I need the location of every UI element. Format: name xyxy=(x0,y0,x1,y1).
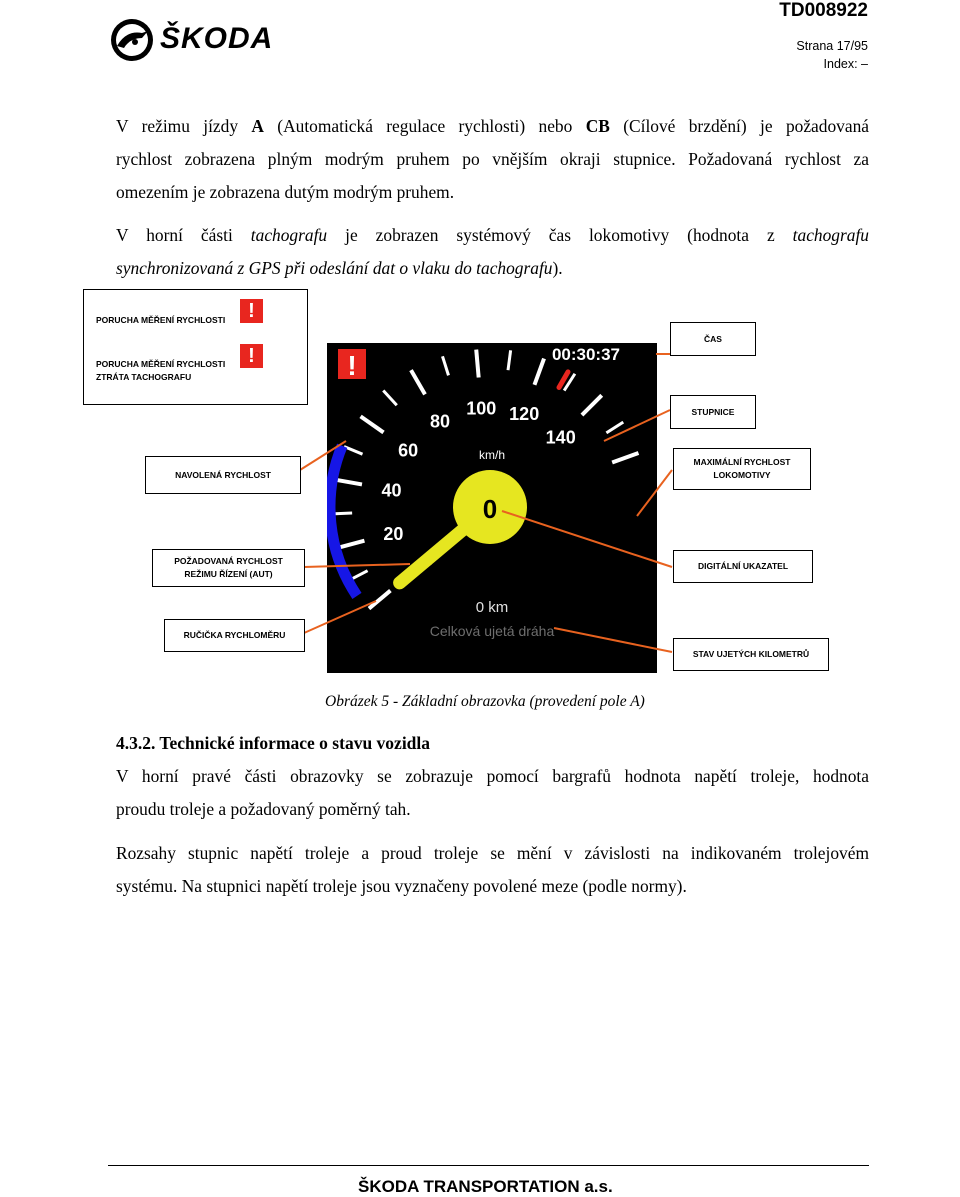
paragraph-scale-ranges xyxy=(116,837,869,903)
gauge-tick-label: 20 xyxy=(383,523,404,544)
speed-unit: km/h xyxy=(478,448,506,462)
gauge-tick-label: 60 xyxy=(398,440,419,461)
warning-exclamation-icon: ! xyxy=(240,344,263,368)
gauge-tick xyxy=(476,350,478,378)
warning-box xyxy=(83,289,308,405)
paragraph-line: rychlost zobrazena plným modrým pruhem po vnějším okraji stupnice. Požadovaná rychlost za xyxy=(116,149,869,169)
footer-company: ŠKODA TRANSPORTATION a.s. xyxy=(358,1177,613,1196)
paragraph-line: V režimu jízdy A (Automatická regulace rychlosti) nebo CB (Cílové brzdění) je požadovaná xyxy=(116,116,869,136)
callout-maximalni-rychlost: MAXIMÁLNÍ RYCHLOST LOKOMOTIVY xyxy=(673,448,811,490)
warning-speed-tacho-label: PORUCHA MĚŘENÍ RYCHLOSTI ZTRÁTA TACHOGRAFU xyxy=(96,359,226,382)
paragraph-line: omezením je zobrazena dutým modrým pruhem. xyxy=(116,182,455,202)
paragraph-line: systému. Na stupnici napětí troleje jsou vyznačeny povolené meze (podle normy). xyxy=(116,876,687,896)
speedometer-display xyxy=(327,343,657,673)
odometer-value: 0 km xyxy=(475,599,509,616)
paragraph-line: synchronizovaná z GPS při odeslání dat o vlaku do tachografu). xyxy=(116,258,563,278)
paragraph-line: proudu troleje a požadovaný poměrný tah. xyxy=(116,799,411,819)
odometer-label: Celková ujetá dráha xyxy=(429,623,555,639)
gauge-tick-label: 80 xyxy=(429,411,451,432)
tacho-warning-mark: ! xyxy=(347,350,357,381)
index-label: Index: – xyxy=(823,57,868,71)
callout-navolena-rychlost: NAVOLENÁ RYCHLOST xyxy=(145,456,301,494)
callout-stupnice: STUPNICE xyxy=(670,395,756,429)
gauge-tick-label: 120 xyxy=(509,404,540,425)
warning-speed-fault-label: PORUCHA MĚŘENÍ RYCHLOSTI xyxy=(96,315,226,325)
callout-pozadovana-rychlost: POŽADOVANÁ RYCHLOST REŽIMU ŘÍZENÍ (AUT) xyxy=(152,549,305,587)
paragraph-line: V horní části tachografu je zobrazen systémový čas lokomotivy (hodnota z tachografu xyxy=(116,225,869,245)
footer-rule xyxy=(108,1165,869,1166)
page-number: Strana 17/95 xyxy=(796,39,868,53)
callout-digitalni-ukazatel: DIGITÁLNÍ UKAZATEL xyxy=(673,550,813,583)
callout-cas: ČAS xyxy=(670,322,756,356)
paragraph-vehicle-info xyxy=(116,760,869,826)
gauge-tick-label: 100 xyxy=(466,398,497,419)
system-time: 00:30:37 xyxy=(551,345,620,364)
paragraph-line: V horní pravé části obrazovky se zobrazuje pomocí bargrafů hodnota napětí troleje, hodnota xyxy=(116,766,869,786)
paragraph-line: Rozsahy stupnic napětí troleje a proud troleje se mění v závislosti na indikovaném trolejovém xyxy=(116,843,869,863)
callout-stav-kilometru: STAV UJETÝCH KILOMETRŮ xyxy=(673,638,829,671)
document-code: TD008922 xyxy=(779,0,868,21)
brand-wordmark: ŠKODA xyxy=(160,22,274,55)
warning-exclamation-icon: ! xyxy=(240,299,263,323)
gauge-tick-label: 140 xyxy=(545,427,576,448)
figure-caption: Obrázek 5 - Základní obrazovka (provedení pole A) xyxy=(325,693,645,710)
callout-rucicka-rychlomeru: RUČIČKA RYCHLOMĚRU xyxy=(164,619,305,652)
gauge-tick-label: 40 xyxy=(381,480,402,501)
section-heading: 4.3.2. Technické informace o stavu vozidla xyxy=(116,733,431,753)
digital-speed: 0 xyxy=(482,494,498,524)
